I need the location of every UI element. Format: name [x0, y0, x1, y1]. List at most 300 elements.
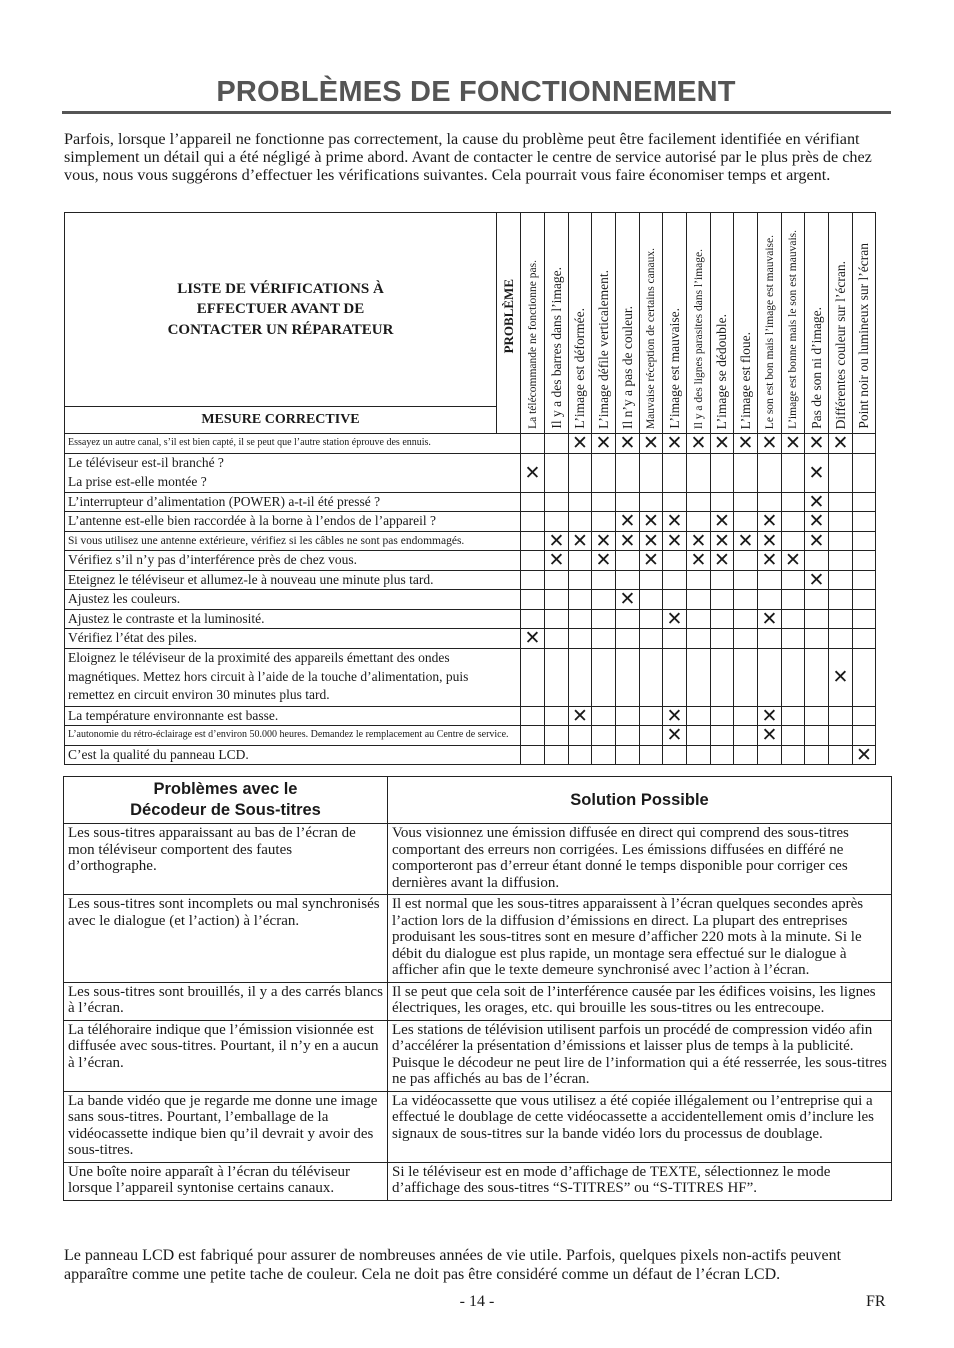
empty-cell: [853, 706, 876, 726]
problem-column-4: [592, 213, 616, 434]
check-mark-icon: ✕: [663, 512, 687, 532]
empty-cell: [521, 512, 545, 532]
caption-solution-header: Solution Possible: [388, 777, 892, 824]
empty-cell: [829, 609, 853, 629]
empty-cell: [687, 745, 711, 765]
check-mark-icon: ✕: [545, 551, 569, 571]
empty-cell: [616, 609, 640, 629]
empty-cell: [734, 590, 758, 610]
check-mark-icon: ✕: [758, 726, 782, 746]
check-mark-icon: ✕: [829, 434, 853, 454]
problem-label: Mauvaise réception de certains canaux.: [645, 247, 657, 429]
empty-cell: [663, 629, 687, 649]
empty-cell: [592, 745, 616, 765]
caption-solution: Il se peut que cela soit de l’interférence causée par les édifices voisins, les lignes électriques, les orages, etc. qui brouille les sous-titres ou les entrecoupe.: [388, 982, 892, 1020]
corrective-measure-line: L’interrupteur d’alimentation (POWER) a-t-il été pressé ?: [68, 493, 381, 509]
empty-cell: [663, 570, 687, 590]
empty-cell: [711, 648, 734, 706]
check-mark-icon: ✕: [663, 434, 687, 454]
problem-column-9: [711, 213, 734, 434]
problem-column-15: [853, 213, 876, 434]
check-mark-icon: ✕: [569, 706, 592, 726]
check-row: [65, 609, 876, 629]
empty-cell: [521, 726, 545, 746]
empty-cell: [829, 570, 853, 590]
check-mark-icon: ✕: [687, 434, 711, 454]
empty-cell: [782, 531, 805, 551]
empty-cell: [592, 570, 616, 590]
corrective-measure: [65, 706, 521, 726]
empty-cell: [640, 706, 663, 726]
empty-cell: [592, 706, 616, 726]
empty-cell: [616, 726, 640, 746]
empty-cell: [545, 512, 569, 532]
check-mark-icon: ✕: [758, 434, 782, 454]
caption-problem: Les sous-titres sont incomplets ou mal synchronisés avec le dialogue (et l’action) à l’écran.: [64, 895, 388, 983]
empty-cell: [521, 570, 545, 590]
empty-cell: [853, 531, 876, 551]
empty-cell: [711, 629, 734, 649]
empty-cell: [853, 570, 876, 590]
empty-cell: [805, 629, 829, 649]
corrective-measure-line: C’est la qualité du panneau LCD.: [68, 746, 249, 762]
check-mark-icon: ✕: [569, 434, 592, 454]
empty-cell: [829, 492, 853, 512]
check-mark-icon: ✕: [711, 512, 734, 532]
empty-cell: [545, 726, 569, 746]
checklist-header-row: [65, 213, 876, 407]
empty-cell: [569, 512, 592, 532]
empty-cell: [782, 745, 805, 765]
empty-cell: [616, 648, 640, 706]
empty-cell: [853, 492, 876, 512]
check-mark-icon: ✕: [805, 492, 829, 512]
empty-cell: [853, 648, 876, 706]
empty-cell: [734, 512, 758, 532]
check-mark-icon: ✕: [782, 551, 805, 571]
empty-cell: [592, 726, 616, 746]
check-mark-icon: ✕: [711, 531, 734, 551]
check-row: [65, 629, 876, 649]
empty-cell: [663, 453, 687, 492]
empty-cell: [734, 570, 758, 590]
corrective-measure: [65, 648, 521, 706]
problem-label: L’image défile verticalement.: [595, 270, 611, 429]
caption-solution: Il est normal que les sous-titres apparaissent à l’écran quelques secondes après l’action lors de la diffusion d’émissions en direct. La plupart des entreprises produisant les sous-titres sont en mesure d’afficher 220 mots à la minute. Si le débit du dialogue est plus rapide, un montage sera effectué sur le dialogue à afficher afin que le texte demeure synchronisé avec l’action à l’écran.: [388, 895, 892, 983]
empty-cell: [711, 609, 734, 629]
empty-cell: [711, 492, 734, 512]
checklist-table: [64, 212, 876, 765]
empty-cell: [829, 726, 853, 746]
checklist-title-line2: EFFECTUER AVANT DE: [196, 301, 365, 318]
corrective-measure-line: Ajustez les couleurs.: [68, 591, 181, 606]
caption-solution: Si le téléviseur est en mode d’affichage de TEXTE, sélectionnez le mode d’affichage des sous-titres “S-TITRES” ou “S-TITRES HF”.: [388, 1162, 892, 1200]
empty-cell: [592, 453, 616, 492]
empty-cell: [545, 570, 569, 590]
empty-cell: [521, 590, 545, 610]
empty-cell: [829, 453, 853, 492]
problem-label: La télécommande ne fonctionne pas.: [526, 260, 539, 429]
empty-cell: [521, 706, 545, 726]
empty-cell: [616, 453, 640, 492]
problem-label: Pas de son ni d’image.: [808, 307, 824, 429]
corrective-measure-line: Eloignez le téléviseur de la proximité des appareils émettant des ondes: [68, 650, 450, 666]
empty-cell: [711, 745, 734, 765]
empty-cell: [782, 706, 805, 726]
corrective-measure: [65, 629, 521, 649]
problem-column-14: [829, 213, 853, 434]
empty-cell: [782, 453, 805, 492]
check-row: [65, 434, 876, 454]
check-row: [65, 492, 876, 512]
corrective-measure: [65, 551, 521, 571]
check-row: [65, 590, 876, 610]
empty-cell: [545, 648, 569, 706]
empty-cell: [616, 570, 640, 590]
empty-cell: [829, 745, 853, 765]
empty-cell: [687, 629, 711, 649]
probleme-label-cell: [497, 213, 521, 434]
checklist-title-line3: CONTACTER UN RÉPARATEUR: [167, 321, 394, 338]
check-mark-icon: ✕: [853, 745, 876, 765]
caption-row: [64, 895, 892, 983]
empty-cell: [569, 492, 592, 512]
corrective-measure-line: Ajustez le contraste et la luminosité.: [68, 610, 265, 626]
check-row: [65, 531, 876, 551]
problem-column-7: [663, 213, 687, 434]
check-row: [65, 570, 876, 590]
empty-cell: [640, 629, 663, 649]
empty-cell: [829, 629, 853, 649]
empty-cell: [592, 512, 616, 532]
corrective-measure: [65, 745, 521, 765]
empty-cell: [758, 570, 782, 590]
corrective-measure-line: L’antenne est-elle bien raccordée à la borne à l’endos de l’appareil ?: [68, 513, 436, 528]
empty-cell: [545, 434, 569, 454]
problem-column-11: [758, 213, 782, 434]
empty-cell: [782, 648, 805, 706]
corrective-measure-line: Essayez un autre canal, s’il est bien capté, il se peut que l’autre station éprouve des ennuis.: [68, 437, 431, 448]
empty-cell: [829, 551, 853, 571]
page-number: - 14 -: [459, 1293, 495, 1310]
check-mark-icon: ✕: [687, 531, 711, 551]
empty-cell: [616, 629, 640, 649]
check-row: [65, 648, 876, 706]
empty-cell: [545, 590, 569, 610]
check-mark-icon: ✕: [663, 609, 687, 629]
empty-cell: [592, 648, 616, 706]
empty-cell: [758, 590, 782, 610]
caption-solution: Vous visionnez une émission diffusée en direct qui comprend des sous-titres comportant des erreurs non corrigées. Les émissions diffusées en différé ne comporteront pas d’erreur étant donné le temps disponible pour corriger ces dernières avant la diffusion.: [388, 824, 892, 895]
corrective-measure: [65, 492, 521, 512]
empty-cell: [545, 629, 569, 649]
corrective-measure-line: La prise est-elle montée ?: [68, 473, 207, 489]
empty-cell: [758, 453, 782, 492]
check-mark-icon: ✕: [663, 726, 687, 746]
empty-cell: [569, 453, 592, 492]
corrective-measure-line: Eteignez le téléviseur et allumez-le à nouveau une minute plus tard.: [68, 571, 434, 587]
empty-cell: [734, 706, 758, 726]
empty-cell: [782, 609, 805, 629]
check-mark-icon: ✕: [782, 434, 805, 454]
empty-cell: [521, 648, 545, 706]
problem-label: L’image est déformée.: [572, 308, 587, 429]
probleme-label: PROBLÈME: [500, 278, 516, 353]
problem-label: L’image est mauvaise.: [666, 308, 682, 429]
empty-cell: [687, 512, 711, 532]
empty-cell: [640, 453, 663, 492]
empty-cell: [711, 570, 734, 590]
empty-cell: [853, 434, 876, 454]
check-mark-icon: ✕: [758, 512, 782, 532]
check-mark-icon: ✕: [592, 434, 616, 454]
check-mark-icon: ✕: [711, 551, 734, 571]
page-title: PROBLÈMES DE FONCTIONNEMENT: [216, 76, 736, 108]
empty-cell: [663, 590, 687, 610]
caption-row: [64, 824, 892, 895]
empty-cell: [687, 492, 711, 512]
empty-cell: [569, 726, 592, 746]
empty-cell: [687, 590, 711, 610]
empty-cell: [805, 590, 829, 610]
empty-cell: [569, 648, 592, 706]
check-mark-icon: ✕: [805, 512, 829, 532]
empty-cell: [734, 648, 758, 706]
empty-cell: [805, 706, 829, 726]
empty-cell: [853, 590, 876, 610]
check-mark-icon: ✕: [711, 434, 734, 454]
corrective-measure-line: Le téléviseur est-il branché ?: [68, 455, 224, 470]
empty-cell: [569, 590, 592, 610]
caption-row: [64, 1020, 892, 1091]
problem-column-2: [545, 213, 569, 434]
empty-cell: [758, 629, 782, 649]
caption-problem-header-line2: Décodeur de Sous-titres: [130, 801, 321, 819]
check-mark-icon: ✕: [758, 609, 782, 629]
empty-cell: [521, 492, 545, 512]
check-mark-icon: ✕: [805, 434, 829, 454]
check-mark-icon: ✕: [569, 531, 592, 551]
empty-cell: [782, 726, 805, 746]
caption-row: [64, 982, 892, 1020]
problem-column-13: [805, 213, 829, 434]
empty-cell: [569, 745, 592, 765]
empty-cell: [734, 609, 758, 629]
problem-column-10: [734, 213, 758, 434]
problem-label: Il y a des lignes parasites dans l’image.: [692, 248, 705, 429]
check-row: [65, 706, 876, 726]
corrective-measure-line: L’autonomie du rétro-éclairage est d’environ 50.000 heures. Demandez le remplacement au Centre de service.: [68, 729, 509, 740]
check-row: [65, 745, 876, 765]
empty-cell: [569, 609, 592, 629]
caption-row: [64, 1162, 892, 1200]
check-mark-icon: ✕: [616, 590, 640, 610]
caption-problem: Les sous-titres apparaissant au bas de l’écran de mon téléviseur comportent des fautes d’orthographe.: [64, 824, 388, 895]
empty-cell: [853, 551, 876, 571]
check-row: [65, 453, 876, 492]
empty-cell: [758, 492, 782, 512]
empty-cell: [734, 492, 758, 512]
empty-cell: [521, 745, 545, 765]
empty-cell: [734, 551, 758, 571]
empty-cell: [640, 745, 663, 765]
empty-cell: [640, 570, 663, 590]
caption-problem: Les sous-titres sont brouillés, il y a des carrés blancs à l’écran.: [64, 982, 388, 1020]
corrective-measure: [65, 590, 521, 610]
empty-cell: [640, 609, 663, 629]
empty-cell: [592, 590, 616, 610]
corrective-measure: [65, 434, 521, 454]
empty-cell: [687, 726, 711, 746]
empty-cell: [805, 726, 829, 746]
empty-cell: [782, 492, 805, 512]
problem-label: Il n’y a pas de couleur.: [619, 306, 635, 429]
check-mark-icon: ✕: [521, 629, 545, 649]
problem-label: L’image se dédouble.: [714, 313, 729, 429]
empty-cell: [829, 706, 853, 726]
check-mark-icon: ✕: [640, 531, 663, 551]
check-mark-icon: ✕: [829, 648, 853, 706]
empty-cell: [663, 492, 687, 512]
check-row: [65, 512, 876, 532]
empty-cell: [521, 434, 545, 454]
problem-label: Point noir ou lumineux sur l’écran: [856, 243, 871, 429]
corrective-measure: [65, 531, 521, 551]
check-row: [65, 551, 876, 571]
empty-cell: [853, 453, 876, 492]
empty-cell: [805, 648, 829, 706]
empty-cell: [640, 492, 663, 512]
check-mark-icon: ✕: [640, 434, 663, 454]
empty-cell: [545, 745, 569, 765]
empty-cell: [569, 570, 592, 590]
problem-label: Le son est bon mais l’image est mauvaise.: [763, 234, 776, 429]
empty-cell: [805, 609, 829, 629]
check-mark-icon: ✕: [616, 512, 640, 532]
empty-cell: [711, 590, 734, 610]
corrective-measure-line: Si vous utilisez une antenne extérieure, vérifiez si les câbles ne sont pas endommagés.: [68, 534, 465, 547]
title-rule: [62, 111, 891, 114]
check-mark-icon: ✕: [616, 434, 640, 454]
check-mark-icon: ✕: [805, 570, 829, 590]
corrective-measure: [65, 512, 521, 532]
empty-cell: [853, 629, 876, 649]
problem-column-6: [640, 213, 663, 434]
empty-cell: [545, 706, 569, 726]
check-row: [65, 726, 876, 746]
corrective-measure: [65, 453, 521, 492]
empty-cell: [592, 629, 616, 649]
corrective-measure-line: remettez en circuit environ 30 minutes plus tard.: [68, 687, 330, 703]
empty-cell: [758, 745, 782, 765]
language-code: FR: [866, 1293, 886, 1310]
check-mark-icon: ✕: [663, 531, 687, 551]
empty-cell: [521, 551, 545, 571]
empty-cell: [758, 648, 782, 706]
check-mark-icon: ✕: [758, 706, 782, 726]
corrective-measure-line: Vérifiez s’il n’y pas d’interférence près de chez vous.: [68, 552, 357, 567]
caption-problem-header: [64, 777, 388, 824]
empty-cell: [853, 512, 876, 532]
check-mark-icon: ✕: [805, 453, 829, 492]
check-mark-icon: ✕: [521, 453, 545, 492]
check-mark-icon: ✕: [758, 531, 782, 551]
corrective-measure-line: La température environnante est basse.: [68, 707, 279, 723]
corrective-measure-line: Vérifiez l’état des piles.: [68, 630, 197, 645]
empty-cell: [592, 609, 616, 629]
checklist-title: [65, 213, 497, 407]
empty-cell: [782, 629, 805, 649]
caption-problem: La téléhoraire indique que l’émission visionnée est diffusée avec sous-titres. Pourtant, il n’y en a aucun à l’écran.: [64, 1020, 388, 1091]
caption-solution: La vidéocassette que vous utilisez a été copiée illégalement ou l’entreprise qui a effectué le doublage de cette vidéocassette a accidentellement omis d’inclure les signaux de sous-titres sur la bande vidéo lors du processus de doublage.: [388, 1091, 892, 1162]
corrective-measure-line: magnétiques. Mettez hors circuit à l’aide de la touche d’alimentation, puis: [68, 668, 469, 684]
problem-column-12: [782, 213, 805, 434]
check-mark-icon: ✕: [616, 531, 640, 551]
caption-problem-header-line1: Problèmes avec le: [153, 780, 298, 798]
check-mark-icon: ✕: [640, 512, 663, 532]
empty-cell: [853, 726, 876, 746]
intro-paragraph: Parfois, lorsque l’appareil ne fonctionne pas correctement, la cause du problème peut être facilement identifiée en vérifiant simplement un détail qui a été négligé à prime abord. Avant de contacter le centre de service autorisé par le plus près de chez vous, nous vous suggérons d’effectuer les vérifications suivantes. Cela pourrait vous faire économiser temps et argent.: [64, 130, 872, 184]
check-mark-icon: ✕: [758, 551, 782, 571]
check-mark-icon: ✕: [663, 706, 687, 726]
empty-cell: [616, 492, 640, 512]
empty-cell: [687, 648, 711, 706]
empty-cell: [687, 706, 711, 726]
caption-solution: Les stations de télévision utilisent parfois un procédé de compression vidéo afin d’accélérer la présentation d’émissions et laisser plus de temps à la publicité. Puisque le décodeur ne peut lire de l’information qui a été resserrée, les sous-titres ne pas affichés au bas de l’écran.: [388, 1020, 892, 1091]
empty-cell: [640, 648, 663, 706]
caption-table-header: [64, 777, 892, 824]
check-mark-icon: ✕: [545, 531, 569, 551]
problem-label: Il y a des barres dans l’image.: [548, 267, 564, 429]
problem-column-3: [569, 213, 592, 434]
empty-cell: [521, 531, 545, 551]
problem-column-8: [687, 213, 711, 434]
empty-cell: [616, 706, 640, 726]
empty-cell: [663, 551, 687, 571]
empty-cell: [545, 609, 569, 629]
corrective-measure: [65, 726, 521, 746]
corrective-measure: [65, 609, 521, 629]
check-mark-icon: ✕: [734, 434, 758, 454]
empty-cell: [782, 512, 805, 532]
empty-cell: [569, 629, 592, 649]
lcd-note: Le panneau LCD est fabriqué pour assurer de nombreuses années de vie utile. Parfois, quelques pixels non-actifs peuvent apparaître comme une petite tache de couleur. Cela ne doit pas être considéré comme un défaut de l’écran LCD.: [64, 1247, 842, 1283]
problem-column-1: [521, 213, 545, 434]
check-mark-icon: ✕: [805, 531, 829, 551]
problem-column-5: [616, 213, 640, 434]
empty-cell: [616, 551, 640, 571]
empty-cell: [592, 492, 616, 512]
empty-cell: [734, 745, 758, 765]
empty-cell: [545, 453, 569, 492]
empty-cell: [829, 531, 853, 551]
check-mark-icon: ✕: [592, 551, 616, 571]
empty-cell: [640, 726, 663, 746]
empty-cell: [734, 453, 758, 492]
caption-problem: La bande vidéo que je regarde me donne une image sans sous-titres. Pourtant, l’emballage de la vidéocassette indique bien qu’il devrait y avoir des sous-titres.: [64, 1091, 388, 1162]
check-mark-icon: ✕: [687, 551, 711, 571]
empty-cell: [829, 512, 853, 532]
empty-cell: [521, 609, 545, 629]
caption-problem: Une boîte noire apparaît à l’écran du téléviseur lorsque l’appareil syntonise certains canaux.: [64, 1162, 388, 1200]
empty-cell: [782, 590, 805, 610]
empty-cell: [782, 570, 805, 590]
empty-cell: [687, 570, 711, 590]
check-mark-icon: ✕: [734, 531, 758, 551]
check-mark-icon: ✕: [592, 531, 616, 551]
empty-cell: [711, 706, 734, 726]
problem-label: L’image est floue.: [737, 331, 753, 429]
